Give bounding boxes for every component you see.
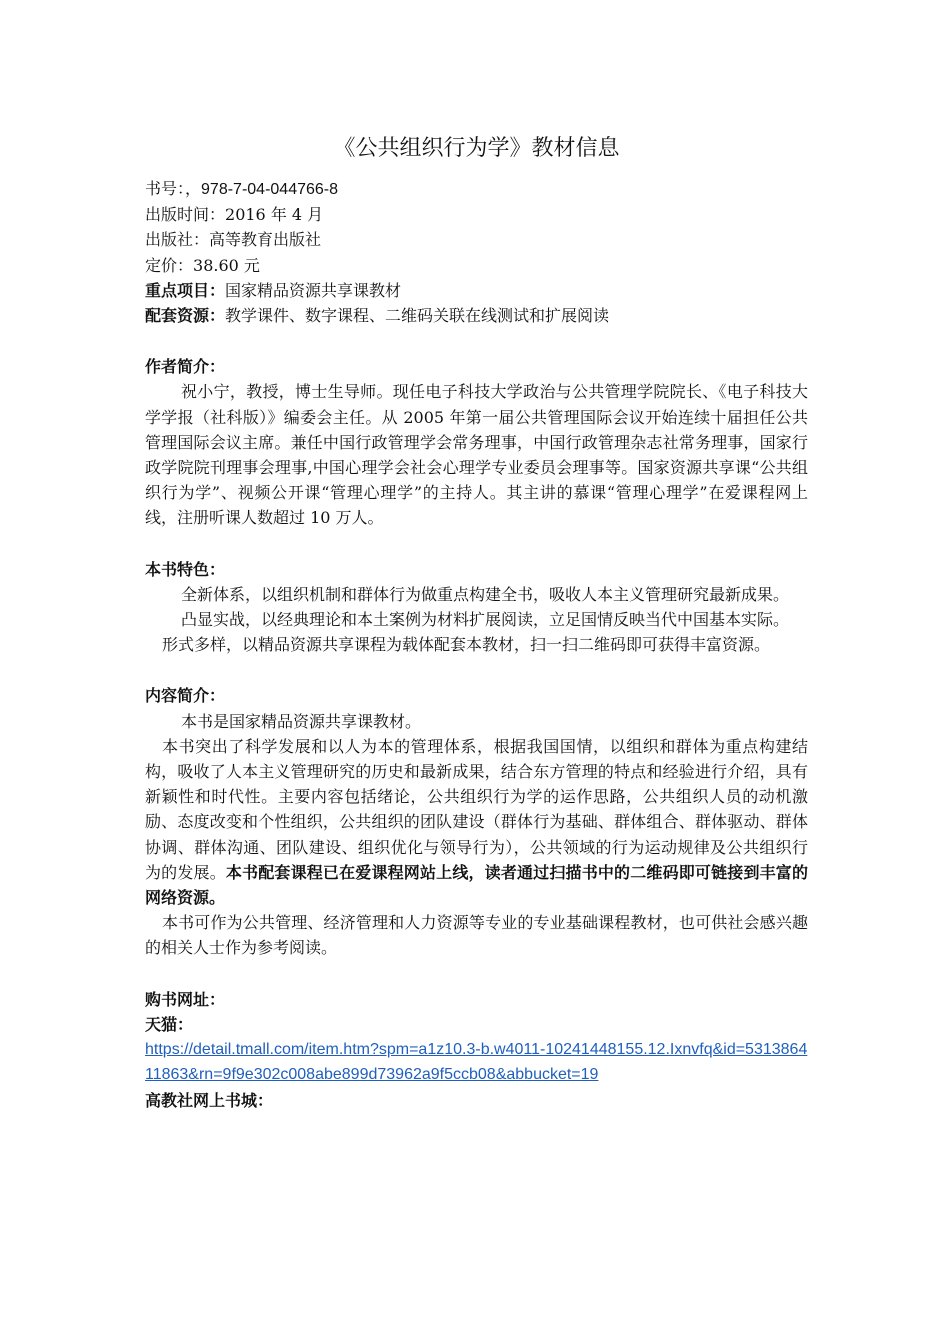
publisher-value: 高等教育出版社 [209, 230, 322, 250]
resources-line [145, 303, 808, 328]
resources-label: 配套资源： [145, 306, 226, 326]
hep-store-label: 高教社网上书城： [145, 1090, 274, 1110]
content-paragraph-1: 本书是国家精品资源共享课教材。 [181, 711, 422, 731]
content-heading: 内容简介： [145, 686, 226, 706]
tmall-link[interactable]: https://detail.tmall.com/item.htm?spm=a1z10.3-b.w4011-10241448155.12.Ixnvfq&id=531386411863&rn=9f9e302c008abe899d73962a9f5ccb08&abbucket=19 [145, 1041, 808, 1084]
isbn-line [145, 176, 808, 202]
pubdate-line [145, 202, 808, 227]
content-paragraph-2-text: 本书突出了科学发展和以人为本的管理体系，根据我国国情，以组织和群体为重点构建结构，吸收了人本主义管理研究的历史和最新成果，结合东方管理的特点和经验进行介绍，具有新颖性和时代性。主要内容包括绪论，公共组织行为学的运作思路，公共组织人员的动机激励、态度改变和个性组织，公共组织的团队建设（群体行为基础、群体组合、群体驱动、群体协调、群体沟通、团队建设、组织优化与领导行为），公共领域的行为运动规律及公共组织行为的发展。 [145, 736, 808, 882]
document-title: 《公共组织行为学》教材信息 [333, 136, 620, 161]
feature-item: 凸显实战，以经典理论和本土案例为材料扩展阅读，立足国情反映当代中国基本实际。 [181, 610, 790, 630]
feature-item: 形式多样，以精品资源共享课程为载体配套本教材，扫一扫二维码即可获得丰富资源。 [162, 635, 771, 655]
pubdate-label: 出版时间： [145, 205, 226, 225]
project-line [145, 278, 808, 303]
content-paragraph-3: 本书可作为公共管理、经济管理和人力资源等专业的专业基础课程教材，也可供社会感兴趣的相关人士作为参考阅读。 [145, 913, 808, 958]
content-paragraph-2-highlight: 本书配套课程已在爱课程网站上线，读者通过扫描书中的二维码即可链接到丰富的网络资源。 [145, 862, 808, 908]
isbn-label: 书号：， [145, 179, 202, 198]
content-paragraph-2 [145, 734, 808, 910]
project-value: 国家精品资源共享课教材 [225, 280, 402, 300]
author-heading: 作者简介： [145, 357, 226, 377]
tmall-label: 天猫： [145, 1014, 194, 1034]
author-text: 祝小宁，教授，博士生导师。现任电子科技大学政治与公共管理学院院长、《电子科技大学学报（社科版）》编委会主任。从 2005 年第一届公共管理国际会议开始连续十届担任公共管理国际会议主席。兼任中国行政管理学会常务理事，中国行政管理杂志社常务理事，国家行政学院院刊理事会理事,中国心理学会社会心理学专业委员会理事等。国家资源共享课“公共组织行为学”、视频公开课“管理心理学”的主持人。其主讲的慕课“管理心理学”在爱课程网上线，注册听课人数超过 10 万人。 [145, 382, 808, 528]
project-label: 重点项目： [145, 280, 226, 300]
pubdate-value: 2016 年 4 月 [225, 205, 324, 225]
publisher-line [145, 227, 808, 252]
feature-item: 全新体系，以组织机制和群体行为做重点构建全书，吸收人本主义管理研究最新成果。 [181, 584, 790, 604]
purchase-heading: 购书网址： [145, 989, 226, 1009]
isbn-value: 978-7-04-044766-8 [201, 181, 339, 198]
document-page [145, 132, 808, 1113]
price-value: 38.60 元 [193, 255, 260, 275]
price-line [145, 253, 808, 278]
resources-value: 教学课件、数字课程、二维码关联在线测试和扩展阅读 [225, 306, 610, 326]
features-heading: 本书特色： [145, 559, 226, 579]
publisher-label: 出版社： [145, 230, 210, 250]
price-label: 定价： [145, 255, 194, 275]
